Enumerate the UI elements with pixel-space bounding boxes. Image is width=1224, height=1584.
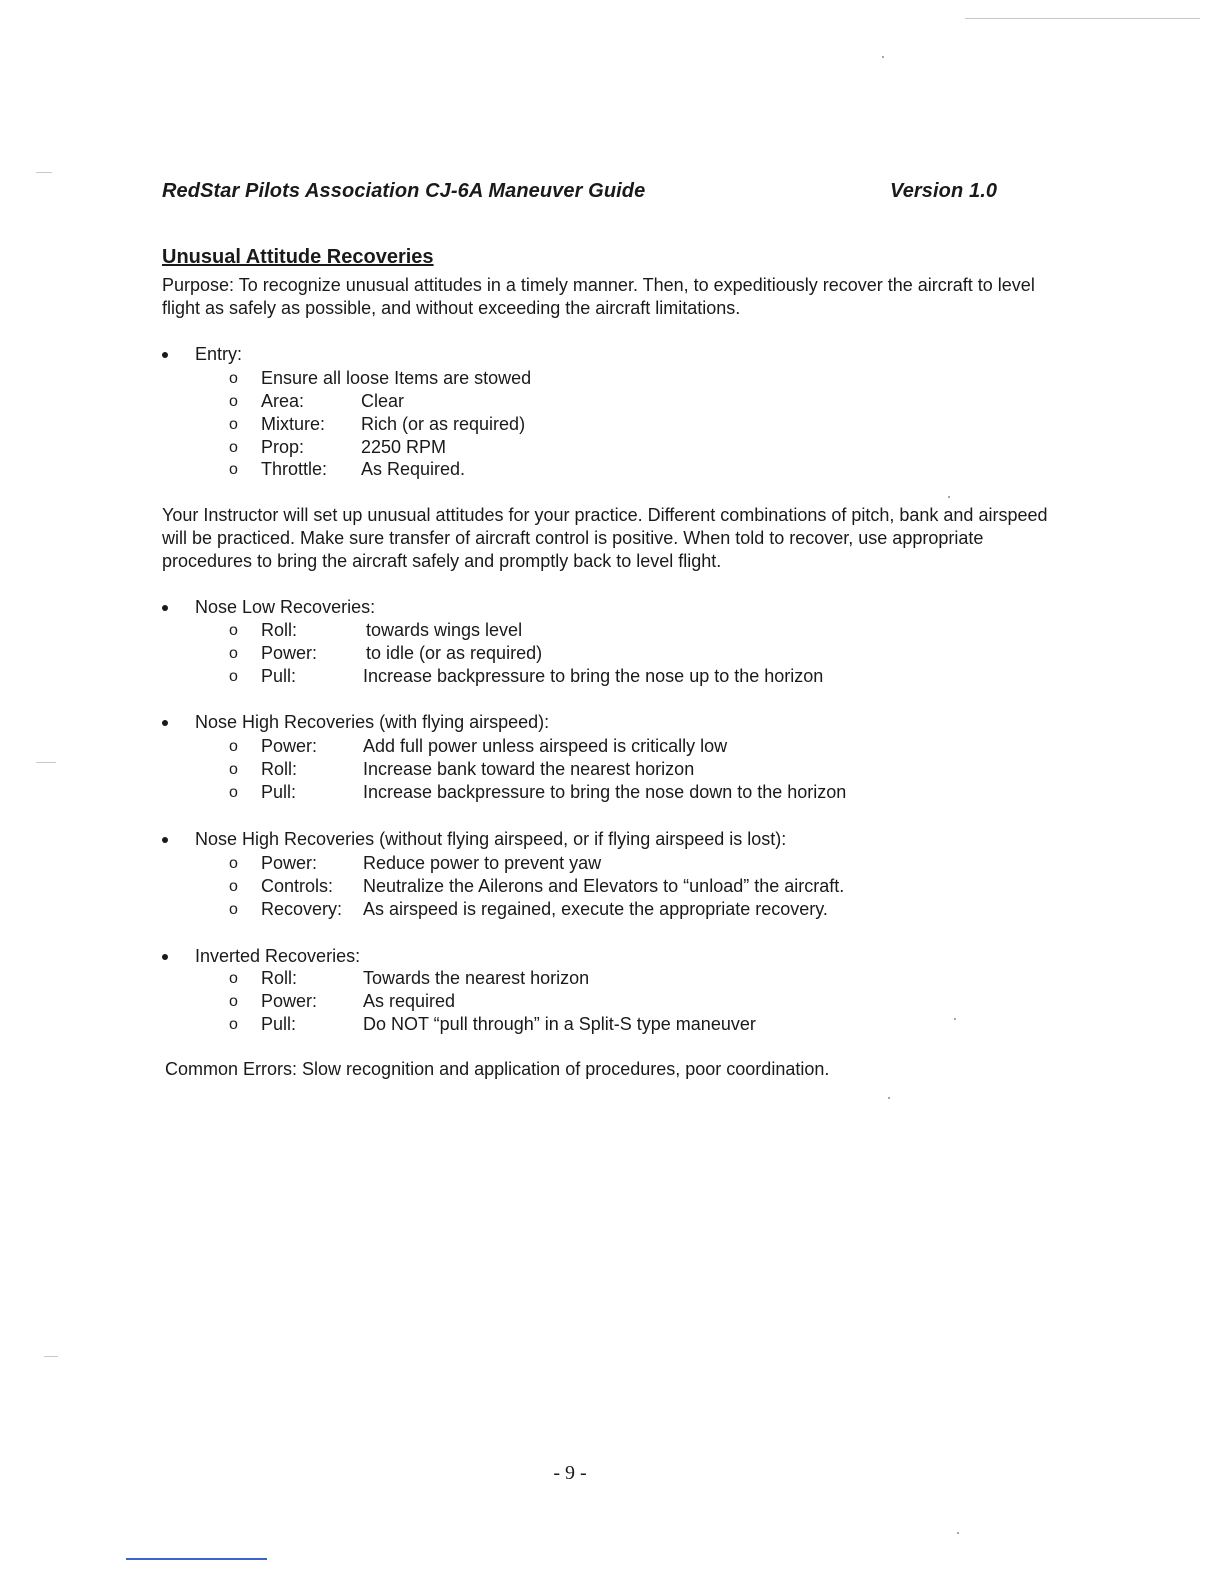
item-key: Power: <box>261 643 318 663</box>
item-key: Pull: <box>261 1014 297 1034</box>
section-title: Unusual Attitude Recoveries <box>162 246 434 268</box>
item-value: Add full power unless airspeed is critically low <box>363 736 728 756</box>
bullet-label: Nose High Recoveries (without flying airspeed, or if flying airspeed is lost): <box>195 829 787 849</box>
item-value: Increase bank toward the nearest horizon <box>363 759 695 779</box>
sub-bullet-icon: o <box>229 993 238 1010</box>
sub-bullet-icon: o <box>229 970 238 987</box>
item-value: Reduce power to prevent yaw <box>363 853 602 873</box>
item-key: Pull: <box>261 666 297 686</box>
purpose-paragraph: Purpose: To recognize unusual attitudes in a timely manner. Then, to expeditiously recover the aircraft to level flight as safely as possible, and without exceeding the aircraft limitations. <box>162 275 1035 318</box>
sub-bullet-icon: o <box>229 393 238 410</box>
item-value: Increase backpressure to bring the nose down to the horizon <box>363 782 847 802</box>
sub-bullet-icon: o <box>229 439 238 456</box>
item-value: Clear <box>361 391 405 411</box>
bullet-label: Nose High Recoveries (with flying airspeed): <box>195 712 550 732</box>
scan-artifact <box>126 1558 267 1560</box>
scan-artifact <box>36 172 52 173</box>
scan-artifact <box>948 496 950 498</box>
item-key: Mixture: <box>261 414 326 434</box>
item-key: Roll: <box>261 620 298 640</box>
scan-artifact <box>44 1356 58 1357</box>
common-errors-paragraph: Common Errors: Slow recognition and application of procedures, poor coordination. <box>165 1059 830 1079</box>
scan-artifact <box>888 1097 890 1099</box>
scan-artifact <box>965 18 1200 19</box>
item-value: Increase backpressure to bring the nose up to the horizon <box>363 666 824 686</box>
item-key: Roll: <box>261 759 298 779</box>
bullet-icon <box>162 837 168 843</box>
bullet-label: Nose Low Recoveries: <box>195 597 376 617</box>
item-value: As airspeed is regained, execute the appropriate recovery. <box>363 899 828 919</box>
item-key: Power: <box>261 991 318 1011</box>
item-value: Neutralize the Ailerons and Elevators to “unload” the aircraft. <box>363 876 845 896</box>
sub-bullet-icon: o <box>229 645 238 662</box>
item-key: Controls: <box>261 876 334 896</box>
sub-bullet-icon: o <box>229 416 238 433</box>
bullet-label: Inverted Recoveries: <box>195 946 361 966</box>
sub-bullet-icon: o <box>229 855 238 872</box>
sub-bullet-icon: o <box>229 878 238 895</box>
scan-artifact <box>36 762 56 763</box>
sub-bullet-icon: o <box>229 668 238 685</box>
item-value: towards wings level <box>366 620 523 640</box>
item-key: Roll: <box>261 968 298 988</box>
item-value: Rich (or as required) <box>361 414 526 434</box>
sub-bullet-icon: o <box>229 622 238 639</box>
sub-bullet-icon: o <box>229 370 238 387</box>
item-key: Prop: <box>261 437 305 457</box>
item-value: As Required. <box>361 459 466 479</box>
item-key: Throttle: <box>261 459 328 479</box>
sub-bullet-icon: o <box>229 761 238 778</box>
scan-artifact <box>957 1532 959 1534</box>
bullet-label: Entry: <box>195 344 243 364</box>
item-value: Do NOT “pull through” in a Split-S type maneuver <box>363 1014 756 1034</box>
item-key: Area: <box>261 391 305 411</box>
sub-bullet-icon: o <box>229 784 238 801</box>
item-key: Ensure all loose Items are stowed <box>261 368 532 388</box>
page-number: - 9 - <box>553 1462 587 1484</box>
instructor-paragraph: Your Instructor will set up unusual attitudes for your practice. Different combinations of pitch, bank and airspeed will be practiced. Make sure transfer of aircraft control is positive. When told to recover, use appropriate procedures to bring the aircraft safely and promptly back to level flight. <box>162 505 1048 571</box>
item-key: Power: <box>261 736 318 756</box>
sub-bullet-icon: o <box>229 461 238 478</box>
bullet-icon <box>162 352 168 358</box>
sub-bullet-icon: o <box>229 901 238 918</box>
header-version: Version 1.0 <box>890 180 998 202</box>
item-value: Towards the nearest horizon <box>363 968 590 988</box>
header-title: RedStar Pilots Association CJ-6A Maneuver Guide <box>162 180 646 202</box>
item-key: Pull: <box>261 782 297 802</box>
item-key: Recovery: <box>261 899 343 919</box>
sub-bullet-icon: o <box>229 738 238 755</box>
scan-artifact <box>882 56 884 58</box>
sub-bullet-icon: o <box>229 1016 238 1033</box>
bullet-icon <box>162 954 168 960</box>
scan-artifact <box>954 1018 956 1020</box>
item-value: As required <box>363 991 456 1011</box>
item-value: to idle (or as required) <box>366 643 543 663</box>
bullet-icon <box>162 605 168 611</box>
item-key: Power: <box>261 853 318 873</box>
bullet-icon <box>162 720 168 726</box>
item-value: 2250 RPM <box>361 437 447 457</box>
